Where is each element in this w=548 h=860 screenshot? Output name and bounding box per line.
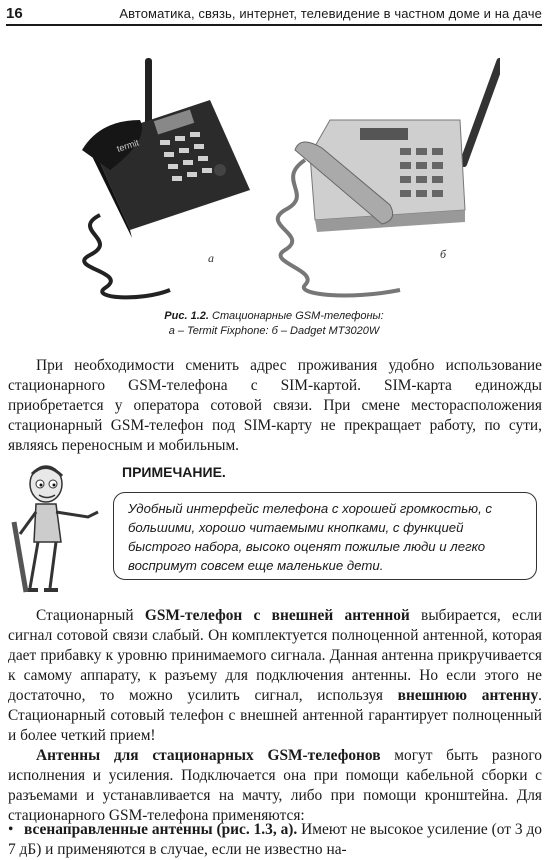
- p2-text-1: Стационарный: [36, 607, 145, 624]
- phones-figure: [60, 40, 500, 310]
- phone-a-illustration: [82, 58, 250, 297]
- note-title: ПРИМЕЧАНИЕ.: [122, 464, 226, 480]
- paragraph-1: При необходимости сменить адрес проживания удобно использование стационарного GSM-телефона с SIM-картой. SIM-карта единожды приобретается у оператора сотовой связи. При смене месторасположения стационарный GSM-телефон под SIM-карту не прекращает работу, по сути, являясь переносным и мобильным.: [8, 357, 542, 454]
- figure-caption-detail: а – Termit Fixphone: б – Dadget MT3020W: [168, 325, 380, 337]
- bullet-item: [8, 820, 542, 860]
- bullet-marker: •: [8, 821, 14, 838]
- note-text: Удобный интерфейс телефона с хорошей громкостью, с большими, хорошо читаемыми кнопками, с функцией быстрого набора, высоко оценят пожилые люди и легко воспримут совсем еще маленькие дети.: [128, 501, 492, 573]
- paragraphs-block: [8, 606, 542, 826]
- bullet-text: Имеют не высокое усиление (от 3 до 7 дБ) и применяются в случае, если не известно на-: [8, 821, 542, 858]
- p3-bold: Антенны для стационарных GSM-телефонов: [36, 747, 381, 764]
- running-title: Автоматика, связь, интернет, телевидение в частном доме и на даче: [119, 5, 542, 21]
- label-a: а: [208, 251, 214, 265]
- figure-caption: [0, 310, 548, 322]
- p2-text-3: . Стационарный сотовый телефон с внешней антенной гарантирует полноценный и более четкий прием!: [8, 687, 542, 744]
- label-b: б: [440, 247, 447, 261]
- caption-title: Стационарные GSM-телефоны:: [212, 310, 384, 322]
- phone-b-illustration: [278, 57, 500, 295]
- paragraph-2: [8, 606, 542, 746]
- p2-bold-2: внешнюю антенну: [397, 687, 539, 704]
- page-number: 16: [6, 4, 23, 22]
- bullet-bold: всенаправленные антенны (рис. 1.3, а).: [24, 821, 298, 838]
- paragraph-3: [8, 746, 542, 826]
- p3-text: могут быть разного исполнения и усиления. Подключается она при помощи кабельной сборки с разъемами и устанавливается на мачту, либо при помощи кронштейна. Для стационарного GSM-телефона применяются:: [8, 747, 542, 824]
- phone-a-brand: termit: [115, 137, 141, 154]
- note-box: [113, 492, 537, 580]
- phones-illustration: [60, 40, 500, 310]
- p2-bold-1: GSM-телефон с внешней антенной: [144, 607, 410, 624]
- page-header: [6, 2, 542, 26]
- mascot-illustration: [6, 462, 102, 602]
- caption-label: Рис. 1.2.: [164, 310, 209, 322]
- p2-text-2: выбирается, если сигнал сотовой связи слабый. Он комплектуется полноценной антенной, которая дает прибавку к уровню принимаемого сигнала. Данная антенна прикручивается к самому аппарату, к разъему для подключения антенны. Но если этого не достаточно, то можно усилить сигнал, используя: [8, 607, 543, 704]
